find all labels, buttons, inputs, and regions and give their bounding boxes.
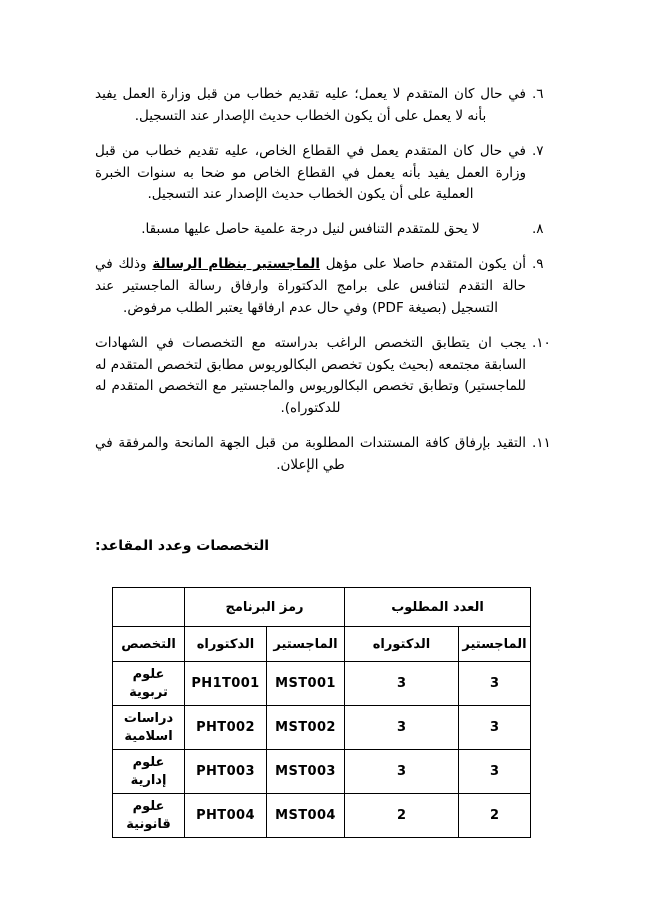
cell-specialization: علوم تربوية [113, 662, 185, 706]
clause-text [95, 84, 526, 128]
clause-number: ١٠. [532, 334, 551, 351]
cell-code-masters: MST003 [267, 750, 345, 794]
cell-specialization: علوم إدارية [113, 750, 185, 794]
cell-code-masters: MST002 [267, 706, 345, 750]
specializations-table-container [113, 587, 531, 838]
clause-text [95, 141, 526, 207]
clause-number: ٨. [532, 221, 544, 238]
cell-specialization: دراسات اسلامية [113, 706, 185, 750]
list-item [95, 84, 558, 128]
header-seats-masters: الماجستير [459, 627, 531, 662]
header-specialization: التخصص [113, 627, 185, 662]
clause-text-after: وذلك في حالة التقدم لتنافس على برامج الدكتوراة وارفاق رسالة الماجستير عند التسجيل (بصيغة PDF) وفي حال عدم ارفاقها يعتبر الطلب مرفوض. [95, 256, 526, 316]
table-subheader-row [113, 627, 531, 662]
cell-code-masters: MST004 [267, 794, 345, 838]
specializations-table [112, 587, 531, 838]
table-row [113, 750, 531, 794]
cell-seats-masters: 3 [459, 662, 531, 706]
requirements-clause-list [95, 84, 558, 490]
clause-text [95, 333, 526, 420]
clause-number: ٩. [532, 256, 544, 273]
cell-seats-phd: 2 [345, 794, 459, 838]
list-item [95, 333, 558, 420]
clause-text [95, 219, 526, 241]
clause-number: ٧. [532, 142, 544, 159]
list-item [95, 219, 558, 241]
header-program-code-group: رمز البرنامج [185, 588, 345, 627]
cell-seats-masters: 3 [459, 750, 531, 794]
header-seats-phd: الدكتوراه [345, 627, 459, 662]
clause-text [95, 254, 526, 320]
cell-seats-phd: 3 [345, 662, 459, 706]
cell-seats-masters: 3 [459, 706, 531, 750]
list-item [95, 254, 558, 320]
clause-number: ١١. [532, 435, 551, 452]
cell-seats-masters: 2 [459, 794, 531, 838]
clause-text-before: التقيد بإرفاق كافة المستندات المطلوبة من قبل الجهة المانحة والمرفقة في طي الإعلان. [95, 435, 526, 474]
cell-code-phd: PHT003 [185, 750, 267, 794]
clause-text-before: لا يحق للمتقدم التنافس لنيل درجة علمية حاصل عليها مسبقا. [141, 221, 480, 238]
clause-number: ٦. [532, 86, 544, 102]
table-caption: التخصصات وعدد المقاعد: [95, 538, 270, 554]
cell-code-phd: PHT004 [185, 794, 267, 838]
clause-text-before: يجب ان يتطابق التخصص الراغب بدراسته مع التخصصات في الشهادات السابقة مجتمعه (بحيث يكون تخصص البكالوريوس مطابق لتخصص المتقدم له للماجستير) وتطابق تخصص البكالوريوس والماجستير مع التخصص المتقدم له للدكتوراه). [95, 334, 526, 417]
cell-specialization: علوم قانونية [113, 794, 185, 838]
clause-text-before: في حال كان المتقدم لا يعمل؛ عليه تقديم خطاب من قبل وزارة العمل يفيد بأنه لا يعمل على أن يكون الخطاب حديث الإصدار عند التسجيل. [95, 86, 526, 124]
clause-text-before: في حال كان المتقدم يعمل في القطاع الخاص، عليه تقديم خطاب من قبل وزارة العمل يفيد بأنه يعمل في القطاع الخاص مو ضحا به سنوات الخبرة العملية على أن يكون الخطاب حديث الإصدار عند التسجيل. [95, 142, 526, 203]
cell-seats-phd: 3 [345, 706, 459, 750]
header-seats-group: العدد المطلوب [345, 588, 531, 627]
table-row [113, 794, 531, 838]
cell-code-masters: MST001 [267, 662, 345, 706]
cell-seats-phd: 3 [345, 750, 459, 794]
table-row [113, 662, 531, 706]
emphasized-requirement: الماجستير بنظام الرسالة [152, 256, 320, 273]
header-specialization-blank [113, 588, 185, 627]
list-item [95, 433, 558, 477]
cell-code-phd: PH1T001 [185, 662, 267, 706]
clause-text-before: أن يكون المتقدم حاصلا على مؤهل [319, 256, 526, 273]
table-row [113, 706, 531, 750]
clause-text [95, 433, 526, 477]
header-code-masters: الماجستير [267, 627, 345, 662]
cell-code-phd: PHT002 [185, 706, 267, 750]
table-group-header-row [113, 588, 531, 627]
list-item [95, 141, 558, 207]
header-code-phd: الدكتوراه [185, 627, 267, 662]
